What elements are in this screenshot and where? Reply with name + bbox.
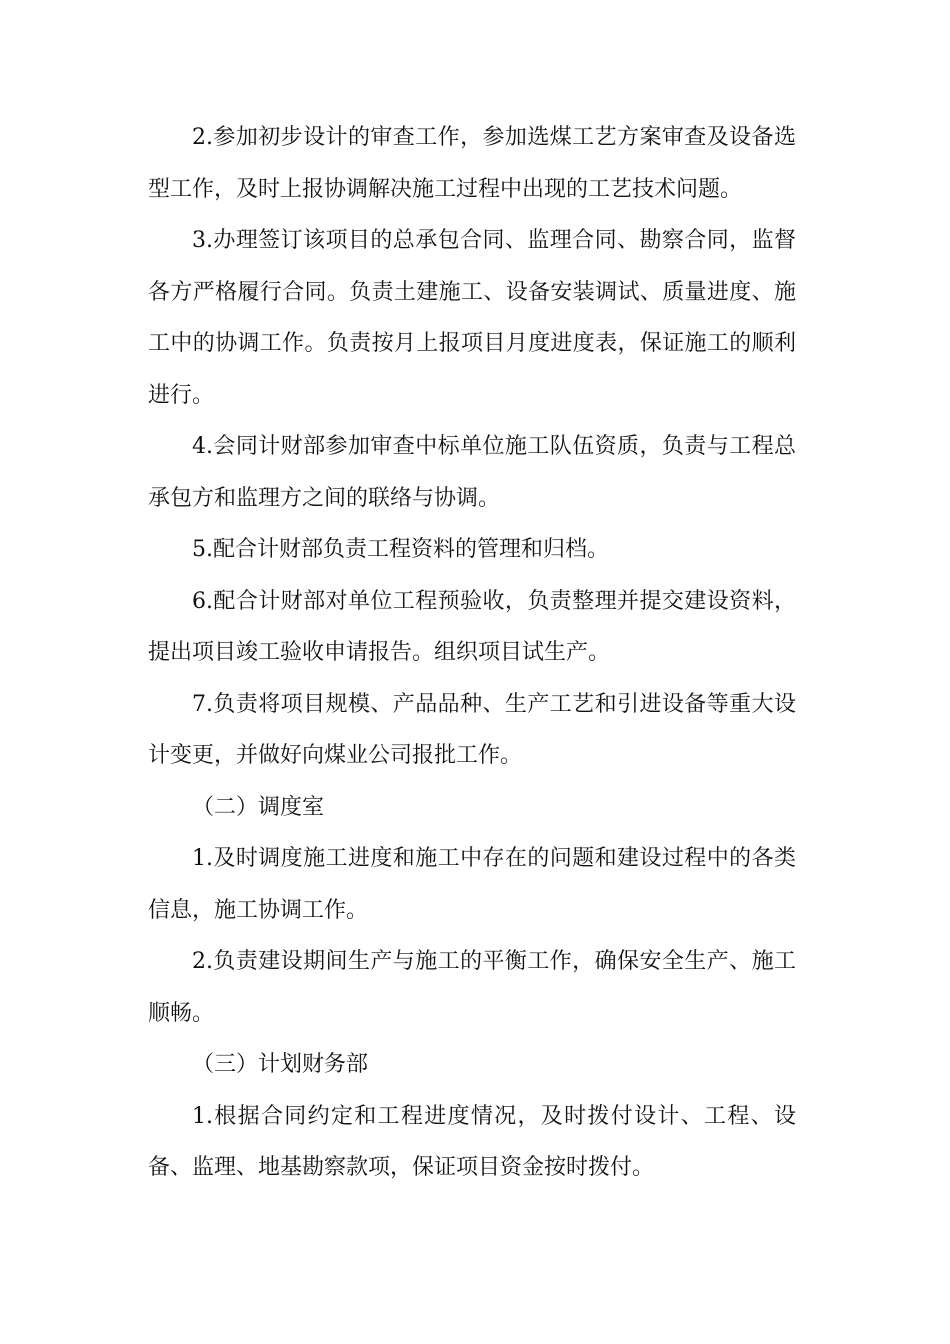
- paragraph-item-4: 4.会同计财部参加审查中标单位施工队伍资质，负责与工程总承包方和监理方之间的联络与协调。: [148, 434, 796, 511]
- paragraph-item-6: 6.配合计财部对单位工程预验收，负责整理并提交建设资料，提出项目竣工验收申请报告。组织项目试生产。: [148, 588, 796, 665]
- paragraph-item-2: 2.参加初步设计的审查工作，参加选煤工艺方案审查及设备选型工作，及时上报协调解决施工过程中出现的工艺技术问题。: [148, 125, 796, 202]
- paragraph-item-5: 5.配合计财部负责工程资料的管理和归档。: [192, 537, 609, 562]
- paragraph-item-7: 7.负责将项目规模、产品品种、生产工艺和引进设备等重大设计变更，并做好向煤业公司报批工作。: [148, 691, 796, 768]
- paragraph-dispatch-1: 1.及时调度施工进度和施工中存在的问题和建设过程中的各类信息，施工协调工作。: [148, 846, 796, 923]
- section-heading-finance-department: （三）计划财务部: [192, 1052, 369, 1077]
- paragraph-item-3: 3.办理签订该项目的总承包合同、监理合同、勘察合同，监督各方严格履行合同。负责土建施工、设备安装调试、质量进度、施工中的协调工作。负责按月上报项目月度进度表，保证施工的顺利进行。: [148, 228, 796, 408]
- section-heading-dispatch-office: （二）调度室: [192, 794, 325, 820]
- paragraph-finance-1: 1.根据合同约定和工程进度情况，及时拨付设计、工程、设备、监理、地基勘察款项，保证项目资金按时拨付。: [148, 1103, 796, 1180]
- paragraph-dispatch-2: 2.负责建设期间生产与施工的平衡工作，确保安全生产、施工顺畅。: [148, 949, 796, 1026]
- document-body: [148, 112, 796, 1194]
